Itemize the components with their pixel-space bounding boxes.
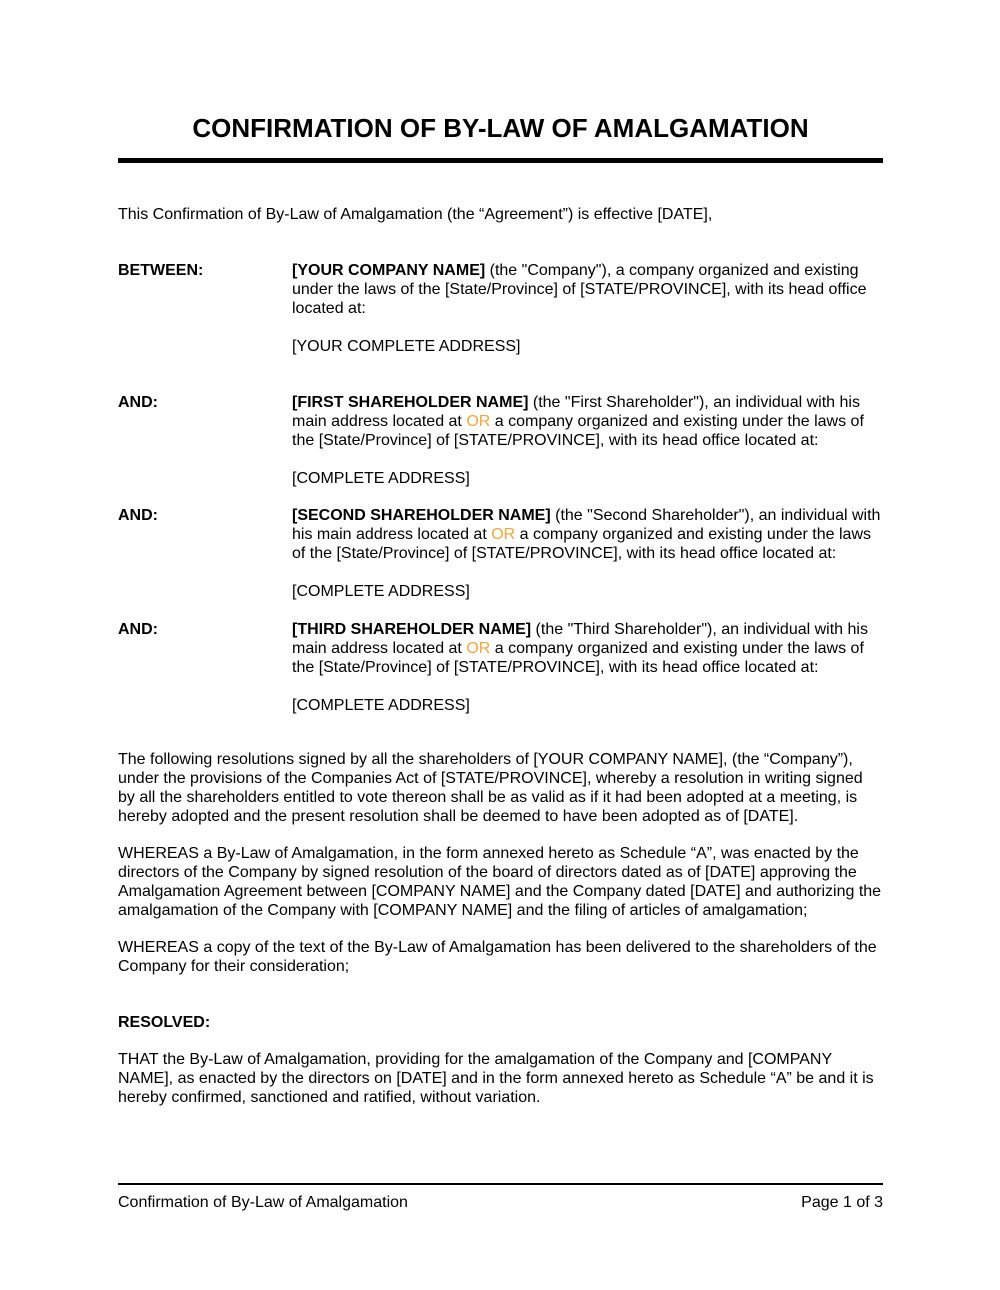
party-text-after-or: a company organized and existing under the laws of the [State/Province] of [STATE/PROVINCE], with its head office located at: [292, 413, 864, 449]
party-description [292, 506, 883, 563]
party-name-placeholder: [FIRST SHAREHOLDER NAME] [292, 394, 529, 411]
intro-paragraph: This Confirmation of By-Law of Amalgamation (the “Agreement”) is effective [DATE], [118, 206, 713, 223]
resolved-heading: RESOLVED: [118, 1014, 211, 1031]
footer-document-name: Confirmation of By-Law of Amalgamation [118, 1194, 408, 1211]
or-connector: OR [466, 413, 491, 430]
party-text-before-or: (the "Third Shareholder"), an individual with his main address located at [292, 621, 868, 657]
page-footer [118, 1183, 883, 1212]
title-rule [118, 158, 883, 163]
party-description [292, 393, 883, 450]
paragraph-whereas-bylaw: WHEREAS a By-Law of Amalgamation, in the form annexed hereto as Schedule “A”, was enacted by the directors of the Company by signed resolution of the board of directors dated as of [DATE] approving the Amalgamation Agreement between [COMPANY NAME] and the Company dated [DATE] and authorizing the amalgamation of the Company with [COMPANY NAME] and the filing of articles of amalgamation; [118, 845, 882, 919]
party-row-second-shareholder [118, 506, 883, 601]
party-label: BETWEEN: [118, 262, 204, 279]
party-body [292, 506, 883, 601]
party-body [292, 261, 883, 356]
footer-page-indicator: Page 1 of 3 [801, 1194, 883, 1211]
party-text-before-or: (the "First Shareholder"), an individual with his main address located at [292, 394, 860, 430]
party-text-after-or: a company organized and existing under the laws of the [State/Province] of [STATE/PROVINCE], with its head office located at: [292, 526, 871, 562]
party-row-first-shareholder [118, 393, 883, 488]
party-text-before-or: (the "Company"), a company organized and existing under the laws of the [State/Province] of [STATE/PROVINCE], with its head office located at: [292, 262, 867, 317]
or-connector: OR [466, 640, 491, 657]
party-text-before-or: (the "Second Shareholder"), an individual with his main address located at [292, 507, 881, 543]
party-label: AND: [118, 621, 158, 638]
party-description [292, 261, 883, 318]
party-name-placeholder: [SECOND SHAREHOLDER NAME] [292, 507, 551, 524]
party-description [292, 620, 883, 677]
footer-row [118, 1193, 883, 1212]
party-row-between [118, 261, 883, 356]
party-address-placeholder: [COMPLETE ADDRESS] [292, 697, 470, 714]
document-title: CONFIRMATION OF BY-LAW OF AMALGAMATION [192, 113, 809, 143]
party-address-placeholder: [COMPLETE ADDRESS] [292, 470, 470, 487]
party-address-placeholder: [COMPLETE ADDRESS] [292, 583, 470, 600]
party-name-placeholder: [YOUR COMPANY NAME] [292, 262, 486, 279]
party-label: AND: [118, 507, 158, 524]
or-connector: OR [491, 526, 516, 543]
footer-rule [118, 1183, 883, 1185]
paragraph-resolutions: The following resolutions signed by all the shareholders of [YOUR COMPANY NAME], (the “Company”), under the provisions of the Companies Act of [STATE/PROVINCE], whereby a resolution in writing signed by all the shareholders entitled to vote thereon shall be as valid as if it had been adopted at a meeting, is hereby adopted and the present resolution shall be deemed to have been adopted as of [DATE]. [118, 751, 863, 825]
paragraph-that: THAT the By-Law of Amalgamation, providing for the amalgamation of the Company and [COMPANY NAME], as enacted by the directors on [DATE] and in the form annexed hereto as Schedule “A” be and it is hereby confirmed, sanctioned and ratified, without variation. [118, 1051, 874, 1106]
party-body [292, 393, 883, 488]
party-label: AND: [118, 394, 158, 411]
party-row-third-shareholder [118, 620, 883, 715]
paragraph-whereas-copy: WHEREAS a copy of the text of the By-Law of Amalgamation has been delivered to the shareholders of the Company for their consideration; [118, 939, 877, 975]
party-name-placeholder: [THIRD SHAREHOLDER NAME] [292, 621, 532, 638]
party-text-after-or: a company organized and existing under the laws of the [State/Province] of [STATE/PROVINCE], with its head office located at: [292, 640, 864, 676]
party-body [292, 620, 883, 715]
party-address-placeholder: [YOUR COMPLETE ADDRESS] [292, 338, 521, 355]
